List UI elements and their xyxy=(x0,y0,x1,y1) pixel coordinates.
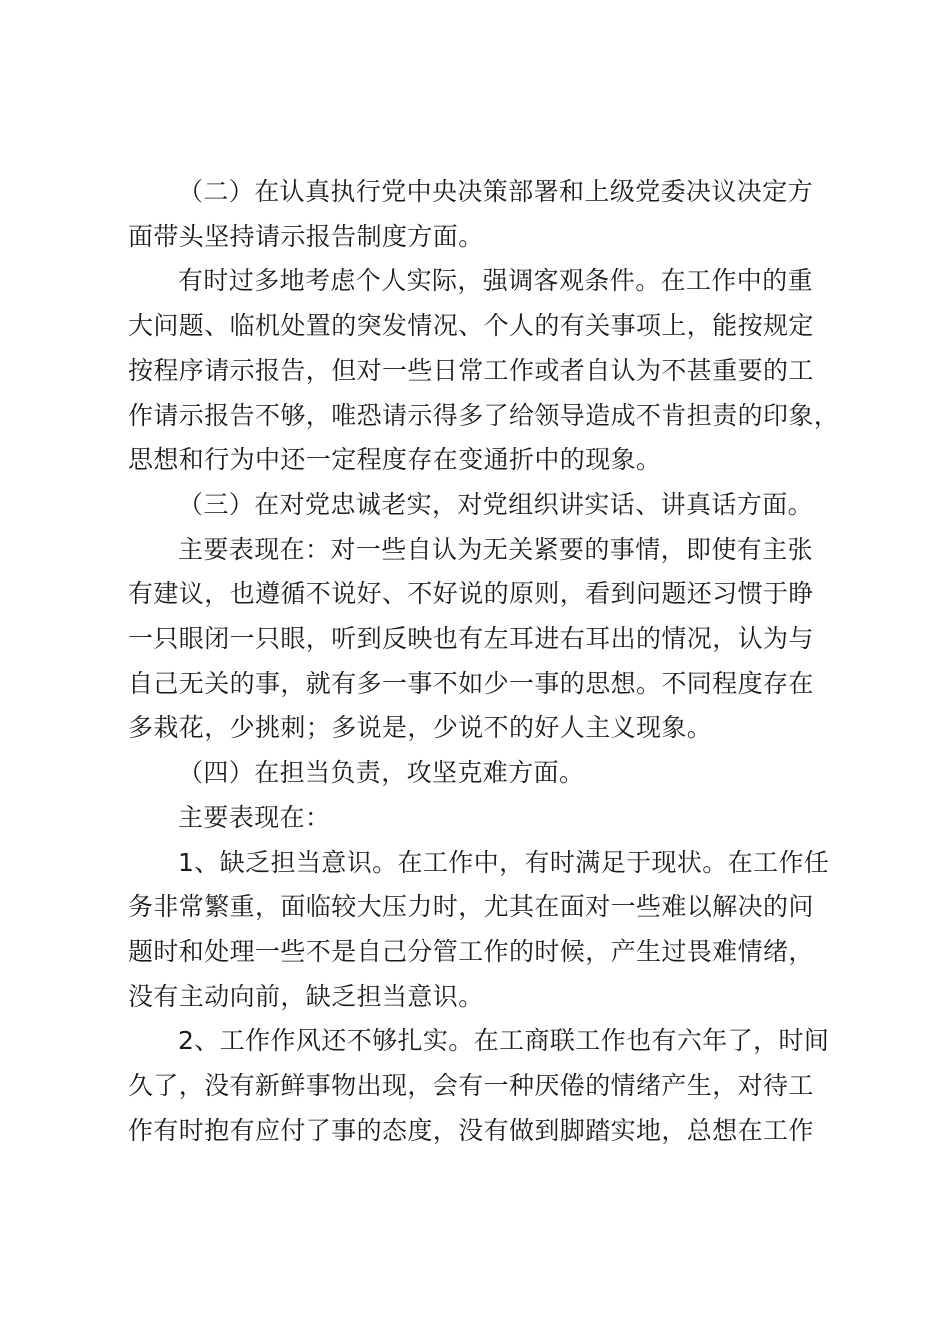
text-line: 思想和行为中还一定程度存在变通折中的现象。 xyxy=(128,445,662,475)
body-paragraph xyxy=(128,259,840,483)
text-line: 一只眼闭一只眼，听到反映也有左耳进右耳出的情况，认为与 xyxy=(128,624,814,654)
text-line: 久了，没有新鲜事物出现，会有一种厌倦的情绪产生，对待工 xyxy=(128,1071,814,1101)
text-line: （二）在认真执行党中央决策部署和上级党委决议决定方 xyxy=(178,177,814,206)
text-line: 2、工作作风还不够扎实。在工商联工作也有六年了，时间 xyxy=(178,1026,830,1056)
text-line: 大问题、临机处置的突发情况、个人的有关事项上，能按规定 xyxy=(128,311,814,341)
document-body xyxy=(128,170,840,1153)
body-paragraph xyxy=(128,528,832,752)
body-paragraph xyxy=(128,796,832,841)
text-line: （四）在担当负责，攻坚克难方面。 xyxy=(178,758,585,788)
section-heading-3 xyxy=(128,483,832,528)
text-line: 主要表现在： xyxy=(178,802,331,832)
section-heading-4 xyxy=(128,751,832,796)
text-line: 有时过多地考虑个人实际，强调客观条件。在工作中的重 xyxy=(178,266,814,296)
list-item-1 xyxy=(128,841,832,1020)
text-line: 没有主动向前，缺乏担当意识。 xyxy=(128,981,484,1011)
text-line: 有建议，也遵循不说好、不好说的原则，看到问题还习惯于睁 xyxy=(128,579,814,609)
text-line: 务非常繁重，面临较大压力时，尤其在面对一些难以解决的问 xyxy=(128,892,814,922)
text-line: 1、缺乏担当意识。在工作中，有时满足于现状。在工作任 xyxy=(178,847,830,877)
text-line: 多栽花，少挑刺；多说是，少说不的好人主义现象。 xyxy=(128,713,713,743)
text-line: （三）在对党忠诚老实，对党组织讲实话、讲真话方面。 xyxy=(178,489,814,519)
text-line: 题时和处理一些不是自己分管工作的时候，产生过畏难情绪， xyxy=(128,936,814,966)
text-line: 主要表现在：对一些自认为无关紧要的事情，即使有主张 xyxy=(178,534,814,564)
text-line: 作有时抱有应付了事的态度，没有做到脚踏实地，总想在工作 xyxy=(128,1115,814,1145)
list-item-2 xyxy=(128,1019,832,1153)
text-line: 按程序请示报告，但对一些日常工作或者自认为不甚重要的工 xyxy=(128,355,814,385)
text-line: 面带头坚持请示报告制度方面。 xyxy=(128,221,484,251)
text-line: 作请示报告不够，唯恐请示得多了给领导造成不肯担责的印象， xyxy=(128,400,840,430)
text-line: 自己无关的事，就有多一事不如少一事的思想。不同程度存在 xyxy=(128,668,814,698)
section-heading-2 xyxy=(128,170,832,259)
